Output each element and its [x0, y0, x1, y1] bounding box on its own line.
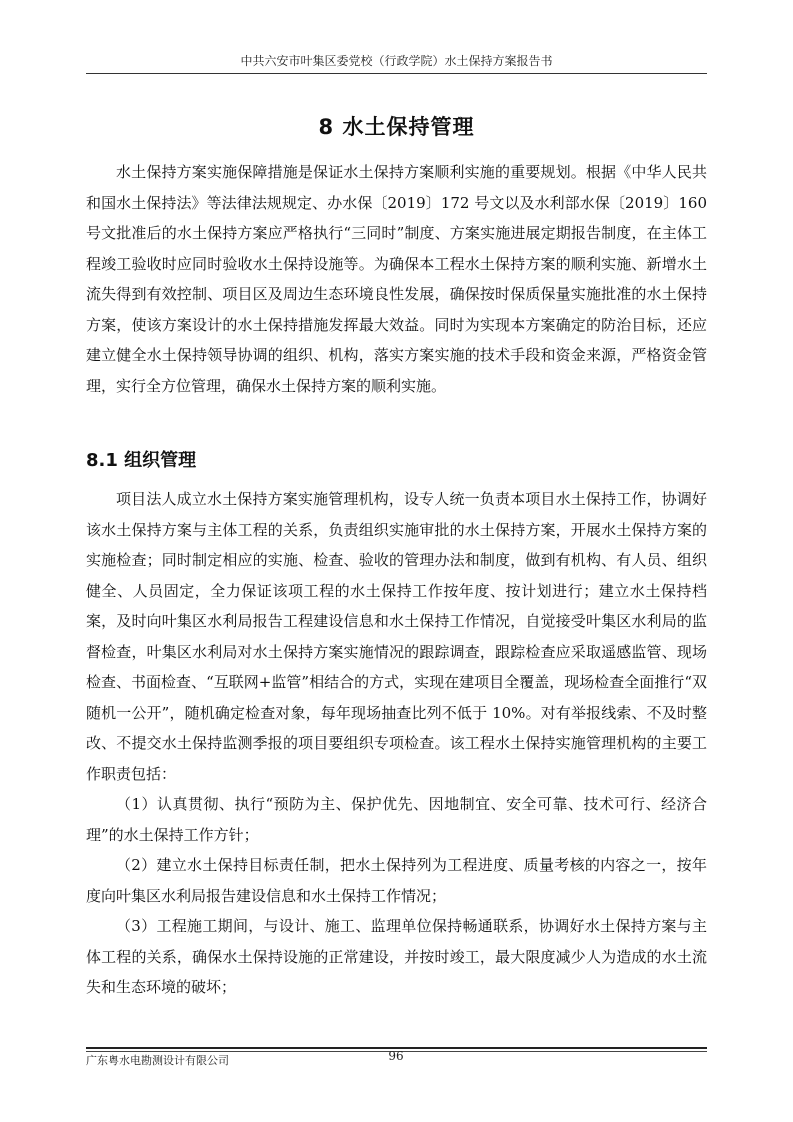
- section-body: [86, 484, 707, 1003]
- section-heading: 8.1 组织管理: [86, 450, 197, 471]
- section-paragraph: 项目法人成立水土保持方案实施管理机构，设专人统一负责本项目水土保持工作，协调好该水土保持方案与主体工程的关系，负责组织实施审批的水土保持方案，开展水土保持方案的实施检查；同时制定相应的实施、检查、验收的管理办法和制度，做到有机构、有人员、组织健全、人员固定，全力保证该项工程的水土保持工作按年度、按计划进行；建立水土保持档案，及时向叶集区水利局报告工程建设信息和水土保持工作情况，自觉接受叶集区水利局的监督检查，叶集区水利局对水土保持方案实施情况的跟踪调查，跟踪检查应采取遥感监管、现场检查、书面检查、“互联网+监管”相结合的方式，实现在建项目全覆盖，现场检查全面推行“双随机一公开”，随机确定检查对象，每年现场抽查比列不低于 10%。对有举报线索、不及时整改、不提交水土保持监测季报的项目要组织专项检查。该工程水土保持实施管理机构的主要工作职责包括：: [86, 490, 707, 783]
- list-item: （2）建立水土保持目标责任制，把水土保持列为工程进度、质量考核的内容之一，按年度向叶集区水利局报告建设信息和水土保持工作情况；: [86, 856, 707, 905]
- chapter-title: 8 水土保持管理: [318, 115, 475, 139]
- chapter-intro-paragraph: 水土保持方案实施保障措施是保证水土保持方案顺利实施的重要规划。根据《中华人民共和国水土保持法》等法律法规规定、办水保〔2019〕172 号文以及水利部水保〔2019〕160 号文批准后的水土保持方案应严格执行“三同时”制度、方案实施进展定期报告制度，在主体工程竣工验收时应同时验收水土保持设施等。为确保本工程水土保持方案的顺利实施、新增水土流失得到有效控制、项目区及周边生态环境良性发展，确保按时保质保量实施批准的水土保持方案，使该方案设计的水土保持措施发挥最大效益。同时为实现本方案确定的防治目标，还应建立健全水土保持领导协调的组织、机构，落实方案实施的技术手段和资金来源，严格资金管理，实行全方位管理，确保水土保持方案的顺利实施。: [86, 163, 707, 395]
- footer-company: 广东粤水电勘测设计有限公司: [86, 1054, 229, 1067]
- page-number: 96: [388, 1049, 404, 1063]
- list-item: （1）认真贯彻、执行“预防为主、保护优先、因地制宜、安全可靠、技术可行、经济合理”的水土保持工作方针；: [86, 795, 707, 844]
- list-item: （3）工程施工期间，与设计、施工、监理单位保持畅通联系，协调好水土保持方案与主体工程的关系，确保水土保持设施的正常建设，并按时竣工，最大限度减少人为造成的水土流失和生态环境的破坏；: [86, 917, 707, 996]
- page-header: 中共六安市叶集区委党校（行政学院）水土保持方案报告书: [240, 54, 553, 68]
- header-rule: [86, 73, 707, 74]
